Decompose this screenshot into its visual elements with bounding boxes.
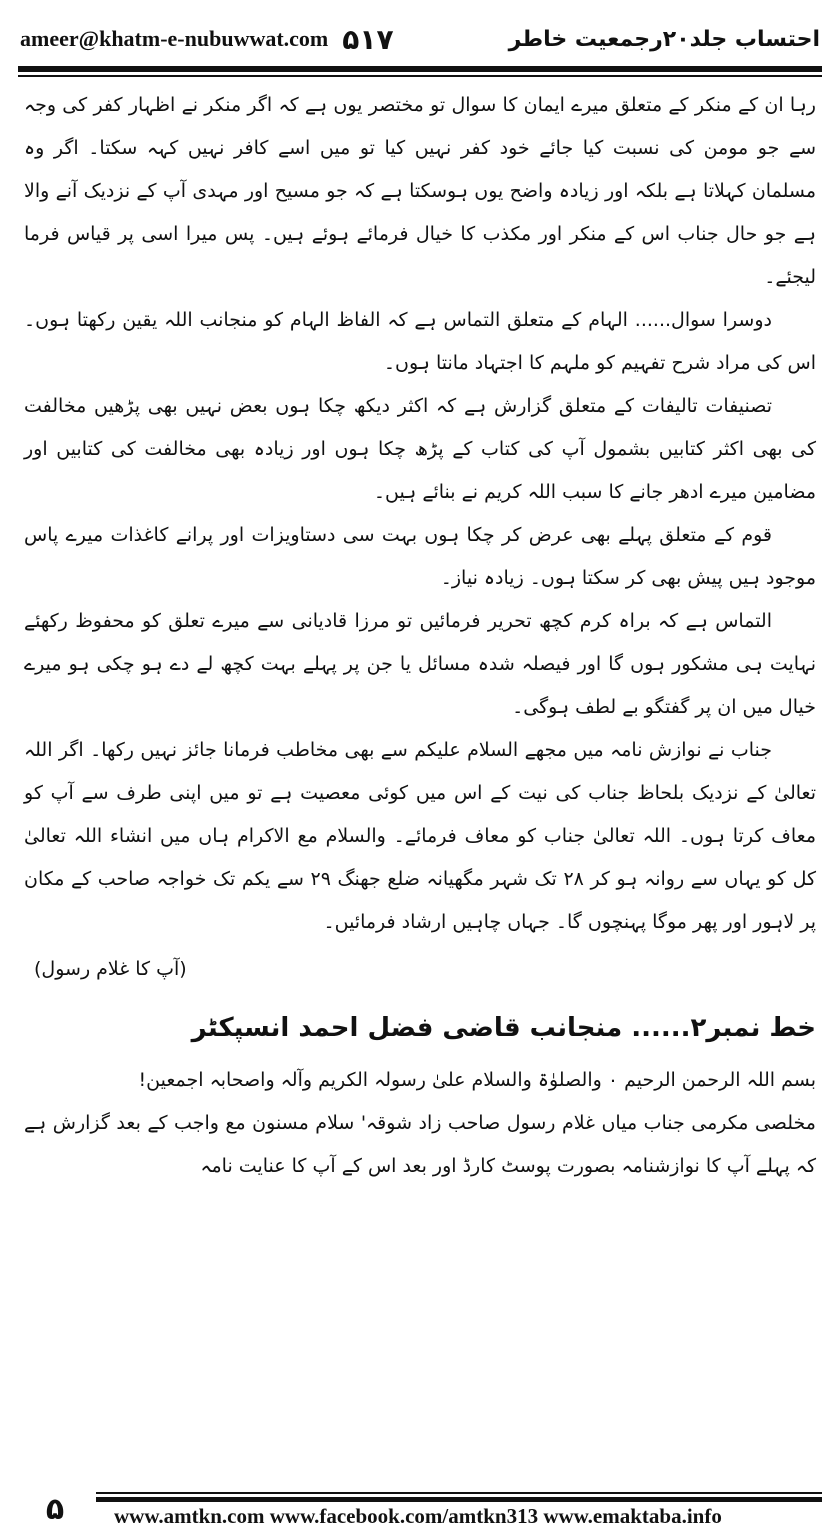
footer-rule-thick (96, 1497, 822, 1502)
page-content (24, 84, 816, 1188)
letter2-paragraph: بسم اللہ الرحمن الرحیم ۰ والصلوٰۃ والسلام علیٰ رسولہ الکریم وآلہ واصحابہ اجمعین! (138, 1069, 816, 1091)
body-paragraph: تصنیفات تالیفات کے متعلق گزارش ہے کہ اکثر دیکھ چکا ہوں بعض نہیں بھی پڑھیں مخالفت کی بھی اکثر کتابیں بشمول آپ کی کتاب کے پڑھ چکا ہوں اور زیادہ بھی مخالفت کی کتابیں اور مضامین میرے ادھر جانے کا سبب اللہ کریم نے بنائے ہیں۔ (24, 395, 816, 503)
body-paragraph: جناب نے نوازش نامہ میں مجھے السلام علیکم سے بھی مخاطب فرمانا جائز نہیں رکھا۔ اگر اللہ تعالیٰ کے نزدیک بلحاظ جناب کی نیت کے اس میں کوئی معصیت ہے تو میں اپنی طرف سے آپ کو معاف کرتا ہوں۔ اللہ تعالیٰ جناب کو معاف فرمائے۔ والسلام مع الاکرام ہاں میں انشاء اللہ تعالیٰ کل کو یہاں سے روانہ ہو کر ۲۸ تک شہر مگھیانہ ضلع جھنگ ۲۹ سے یکم تک خواجہ صاحب کے مکان پر لاہور اور پھر موگا پہنچوں گا۔ جہاں چاہیں ارشاد فرمائیں۔ (24, 739, 816, 933)
page-header (20, 14, 820, 64)
header-book-title: احتساب جلد۲۰رجمعیت خاطر (508, 26, 820, 52)
header-left (20, 23, 394, 56)
header-rule-thin (18, 75, 822, 77)
footer-page-badge: ۵ (45, 1491, 65, 1527)
body-paragraph: قوم کے متعلق پہلے بھی عرض کر چکا ہوں بہت سی دستاویزات اور پرانے کاغذات میرے پاس موجود ہیں پیش بھی کر سکتا ہوں۔ زیادہ نیاز۔ (24, 524, 816, 589)
body-paragraph: رہا ان کے منکر کے متعلق میرے ایمان کا سوال تو مختصر یوں ہے کہ اگر منکر نے اظہار کفر کی وجہ سے جو مومن کی نسبت کیا جائے خود کفر نہیں کیا تو میں اسے کافر نہیں کہہ سکتا۔ اگر وہ مسلمان کہلاتا ہے بلکہ اور زیادہ واضح یوں ہوسکتا ہے کہ جو مسیح اور مہدی آپ کے نزدیک آنے والا ہے جو حال جناب اس کے منکر اور مکذب کا خیال فرمائے ہوئے ہیں۔ پس میرا اسی پر قیاس فرما لیجئے۔ (24, 94, 816, 288)
signature: (آپ کا غلام رسول) (34, 958, 187, 980)
page-footer (18, 1486, 822, 1532)
body-paragraph: التماس ہے کہ براہ کرم کچھ تحریر فرمائیں تو مرزا قادیانی سے میرے تعلق کو محفوظ رکھئے نہایت ہی مشکور ہوں گا اور فیصلہ شدہ مسائل یا جن پر پہلے بہت کچھ لے دے ہو چکی ہو میرے خیال میں ان پر گفتگو بے لطف ہوگی۔ (24, 610, 816, 718)
footer-rule-thin (96, 1492, 822, 1494)
body-paragraph: دوسرا سوال...... الہام کے متعلق التماس ہے کہ الفاظ الہام کو منجانب اللہ یقین رکھتا ہوں۔ اس کی مراد شرح تفہیم کو ملہم کا اجتہاد مانتا ہوں۔ (24, 309, 816, 374)
header-rule-thick (18, 66, 822, 72)
letter-heading: خط نمبر۲...... منجانب قاضی فضل احمد انسپکٹر (191, 1013, 816, 1043)
letter2-paragraph: مخلصی مکرمی جناب میاں غلام رسول صاحب زاد شوقہ' سلام مسنون مع واجب کے بعد گزارش ہے کہ پہلے آپ کا نوازشنامہ بصورت پوسٹ کارڈ اور بعد اس کے آپ کا عنایت نامہ (24, 1112, 816, 1177)
header-page-number: ۵۱۷ (342, 22, 394, 56)
footer-links: www.amtkn.com www.facebook.com/amtkn313 www.emaktaba.info (114, 1504, 722, 1528)
header-email: ameer@khatm-e-nubuwwat.com (20, 26, 329, 51)
